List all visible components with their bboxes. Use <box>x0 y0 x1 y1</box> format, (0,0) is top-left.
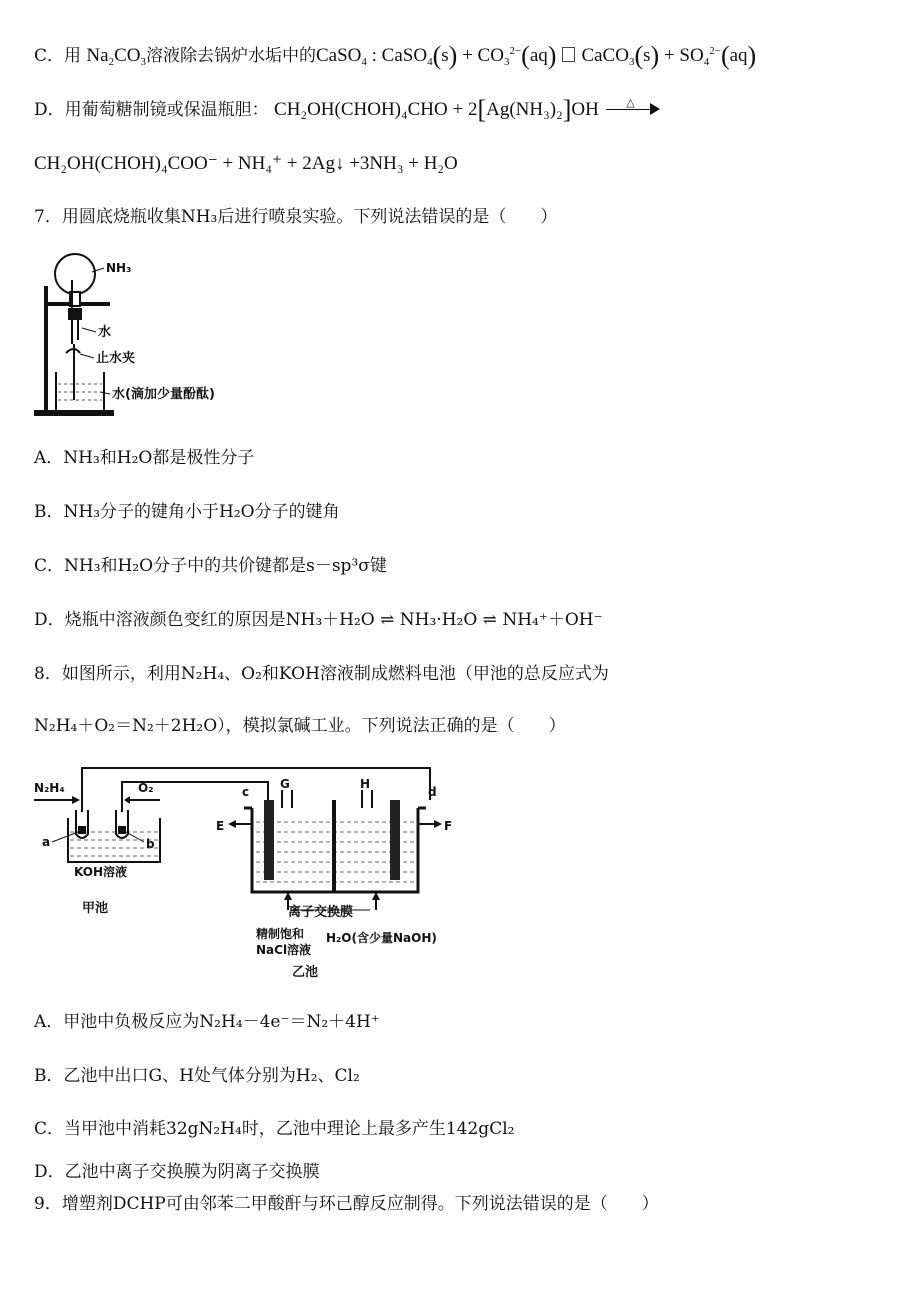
label-nacl-2: NaCl溶液 <box>256 943 312 957</box>
option-label: D． <box>34 100 65 120</box>
fountain-apparatus-figure <box>30 250 270 425</box>
label-membrane: 离子交换膜 <box>288 905 354 920</box>
equation-lhs: CH₂OH(CHOH)₄CHO + 2[Ag(NH₃)₂]OH <box>274 95 599 124</box>
round-bottom-flask <box>55 254 95 294</box>
label-d: d <box>428 785 437 799</box>
stopper <box>68 308 82 320</box>
label-f: F <box>444 819 453 833</box>
label-water: 水 <box>98 325 112 340</box>
q8-stem-line1: 8．如图所示，利用N₂H₄、O₂和KOH溶液制成燃料电池（甲池的总反应式为 <box>34 664 609 684</box>
label-h: H <box>360 777 371 791</box>
label-clamp: 止水夹 <box>96 351 136 366</box>
q7-option-d: D．烧瓶中溶液颜色变红的原因是NH₃＋H₂O ⇌ NH₃·H₂O ⇌ NH₄⁺＋OH⁻ <box>34 610 603 630</box>
q8-option-b: B．乙池中出口G、H处气体分别为H₂、Cl₂ <box>34 1066 360 1086</box>
label-nacl-1: 精制饱和 <box>256 927 305 941</box>
q7-stem: 7．用圆底烧瓶收集NH₃后进行喷泉实验。下列说法错误的是（ ） <box>34 207 558 227</box>
q8-stem-line2: N₂H₄＋O₂＝N₂＋2H₂O），模拟氯碱工业。下列说法正确的是（ ） <box>34 716 566 736</box>
label-b: b <box>146 837 155 851</box>
q6-option-d-rhs: CH₂OH(CHOH)₄COO⁻ + NH₄⁺ + 2Ag↓ +3NH₃ + H₂O <box>34 153 458 174</box>
outlet-g <box>282 790 292 808</box>
label-yi-pool: 乙池 <box>292 965 319 980</box>
ion-exchange-membrane <box>332 800 336 892</box>
q7-option-a: A．NH₃和H₂O都是极性分子 <box>34 448 255 468</box>
label-c: c <box>242 785 250 799</box>
q6-option-d: D．用葡萄糖制镜或保温瓶胆： CH₂OH(CHOH)₄CHO + 2[Ag(NH₃)₂]OH △ <box>34 98 660 122</box>
label-koh: KOH溶液 <box>74 865 128 879</box>
q6-option-c: C．用 $Na_2CO_3$溶液除去锅炉水垢中的CaSO$_4$ : CaSO$_4$(s) + $CO_3^{2-}(aq)$ CaCO$_3$(s) + $SO_4^{2-}(aq)$ <box>34 41 757 70</box>
label-e: E <box>216 819 225 833</box>
q8-option-a: A．甲池中负极反应为N₂H₄－4e⁻＝N₂＋4H⁺ <box>34 1012 380 1032</box>
label-a: a <box>42 835 51 849</box>
formula-na2co3: $Na_2CO_3$ <box>86 45 146 68</box>
label-beaker-water: 水(滴加少量酚酞) <box>112 387 215 402</box>
electrode-c <box>264 800 274 880</box>
q7-option-c: C．NH₃和H₂O分子中的共价键都是s－sp³σ键 <box>34 556 387 576</box>
label-water-naoh: H₂O(含少量NaOH) <box>326 931 437 945</box>
fuel-cell-electrolysis-figure <box>30 760 470 990</box>
label-g: G <box>280 777 290 791</box>
q8-option-d: D．乙池中离子交换膜为阴离子交换膜 <box>34 1162 320 1182</box>
q8-option-c: C．当甲池中消耗32gN₂H₄时，乙池中理论上最多产生142gCl₂ <box>34 1119 515 1139</box>
outlet-h <box>362 790 372 808</box>
q9-stem: 9．增塑剂DCHP可由邻苯二甲酸酐与环己醇反应制得。下列说法错误的是（ ） <box>34 1194 659 1214</box>
label-n2h4: N₂H₄ <box>34 781 65 795</box>
option-label: C． <box>34 46 65 66</box>
label-nh3: NH₃ <box>106 261 132 275</box>
label-jia-pool: 甲池 <box>82 901 109 916</box>
heat-arrow: △ <box>604 98 660 118</box>
q7-option-b: B．NH₃分子的键角小于H₂O分子的键角 <box>34 502 340 522</box>
label-o2: O₂ <box>138 781 154 795</box>
equilibrium-glyph <box>562 47 575 62</box>
electrode-d <box>390 800 400 880</box>
outer-wire <box>82 768 430 812</box>
